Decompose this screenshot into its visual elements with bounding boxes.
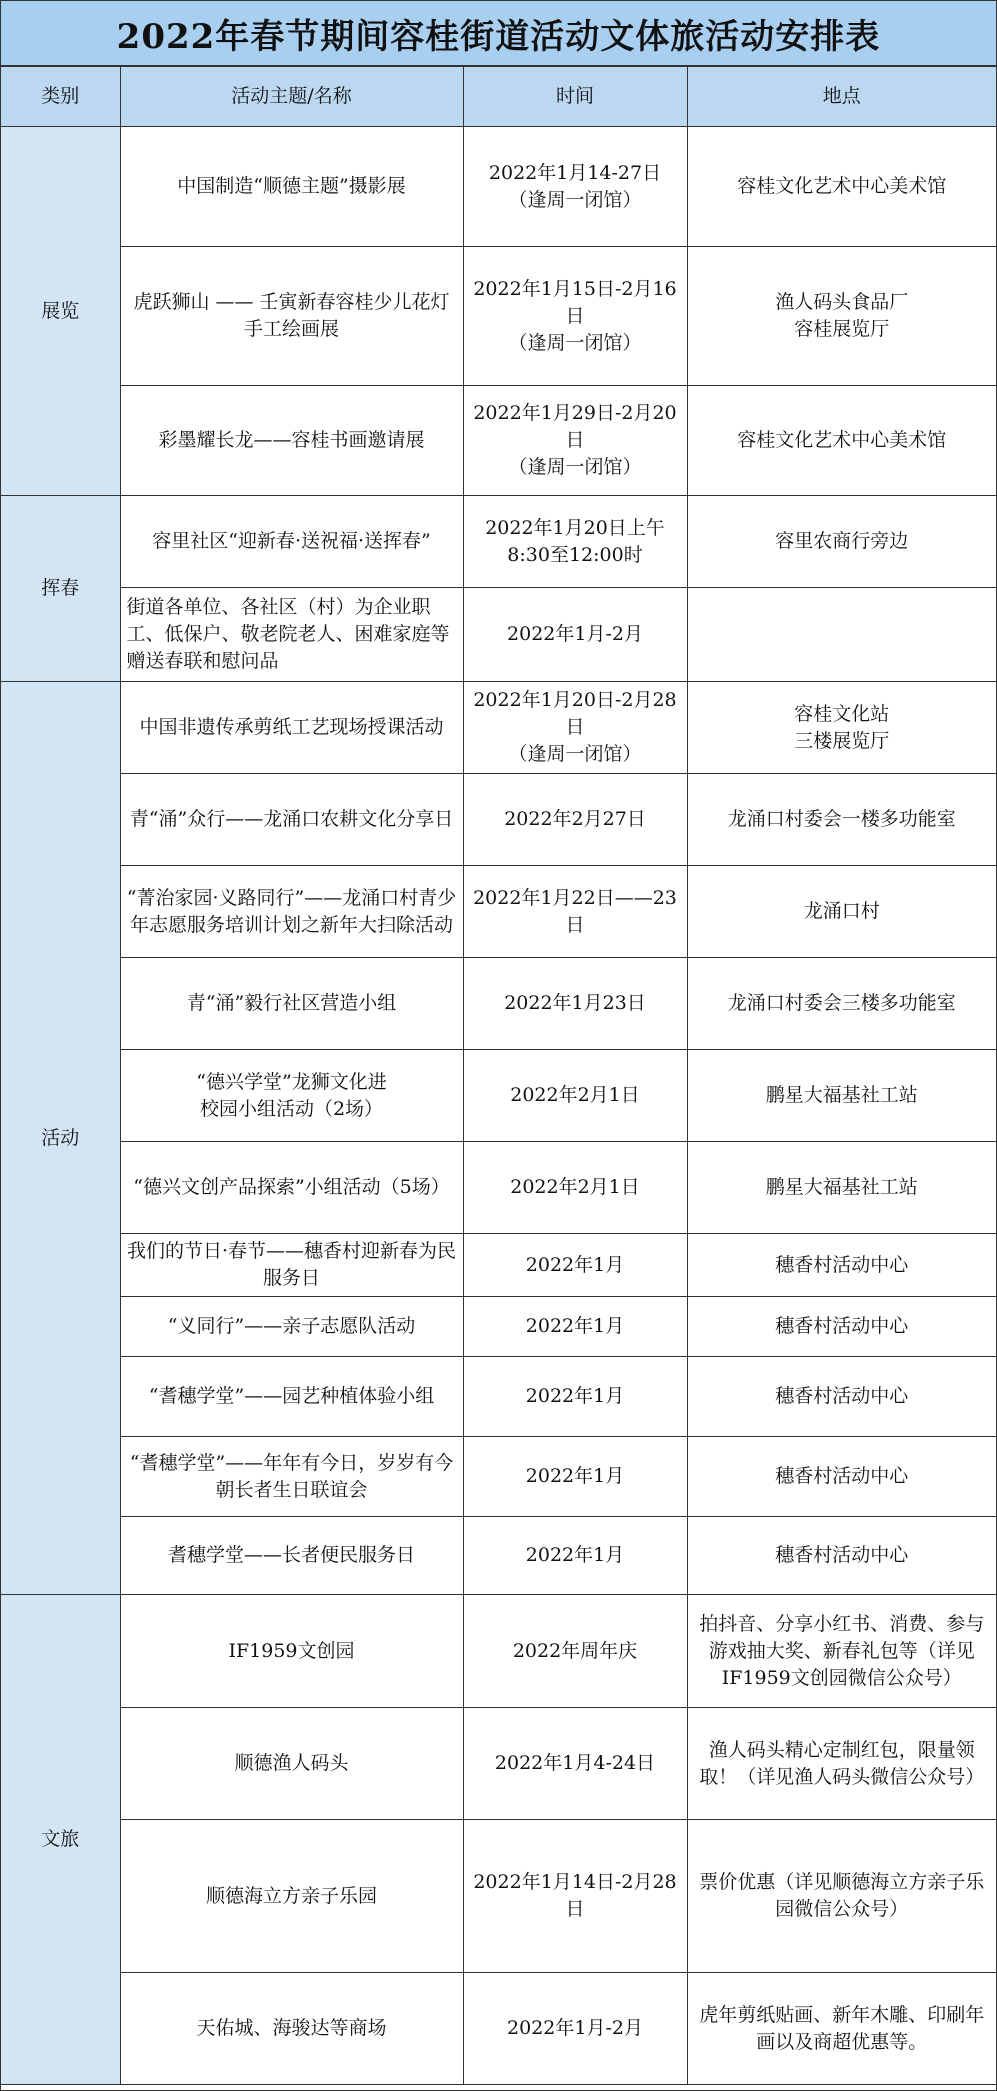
table-row [1,1357,996,1437]
category-exhibition: 展览 [1,127,120,496]
activity-location: 鹏星大福基社工站 [765,1084,918,1106]
activity-name: 青“涌”毅行社区营造小组 [186,992,397,1014]
activity-name: 中国非遗传承剪纸工艺现场授课活动 [139,716,444,738]
table-header [1,67,996,127]
header-time: 时间 [463,67,687,127]
activity-location: 龙涌口村 [803,900,880,922]
activity-location: 龙涌口村委会三楼多功能室 [727,992,956,1014]
activity-time: 2022年周年庆 [512,1639,638,1662]
table-row [1,1050,996,1142]
activity-time: 2022年2月27日 [504,808,646,830]
table-row [1,1973,996,2085]
activity-time: 2022年1月14日-2月28日 [473,1871,677,1920]
activity-time: 2022年2月1日 [510,1176,640,1198]
activity-time: 2022年1月15日-2月16日 （逢周一闭馆） [473,277,677,354]
activity-name: IF1959文创园 [228,1639,355,1662]
activity-offer: 渔人码头精心定制红包，限量领取！（详见渔人码头微信公众号） [699,1738,985,1788]
table-row [1,866,996,958]
activity-time: 2022年1月 [525,1253,625,1276]
table-row [1,127,996,247]
table-row [1,1708,996,1820]
table-row [1,774,996,866]
header-category: 类别 [1,67,120,127]
table-row [1,1437,996,1517]
activity-location: 龙涌口村委会一楼多功能室 [727,808,956,830]
activity-time: 2022年1月 [525,1315,625,1337]
table-row [1,1595,996,1708]
activity-name: “德兴学堂”龙狮文化进 校园小组活动（2场） [196,1070,387,1120]
activity-name: “耆穗学堂”——园艺种植体验小组 [148,1385,435,1407]
header-location: 地点 [687,67,996,127]
page-title: 2022年春节期间容桂街道活动文体旅活动安排表 [1,1,996,66]
table-row [1,1297,996,1357]
activity-name: 耆穗学堂——长者便民服务日 [167,1544,415,1566]
activity-location: 穗香村活动中心 [775,1465,909,1487]
activity-name: 我们的节日·春节——穗香村迎新春为民服务日 [126,1240,457,1289]
activity-time: 2022年1月23日 [504,992,646,1014]
activity-name: “德兴文创产品探索”小组活动（5场） [133,1176,450,1198]
activity-time: 2022年2月1日 [510,1084,640,1106]
activity-name: 彩墨耀长龙——容桂书画邀请展 [158,429,425,451]
header-activity-name: 活动主题/名称 [120,67,463,127]
activity-name: “义同行”——亲子志愿队活动 [167,1315,416,1337]
activity-name: 虎跃狮山 —— 壬寅新春容桂少儿花灯手工绘画展 [133,291,450,340]
activity-name: 顺德海立方亲子乐园 [205,1884,377,1907]
activity-time: 2022年1月 [525,1544,625,1566]
activity-time: 2022年1月 [525,1465,625,1487]
activity-location: 穗香村活动中心 [775,1253,909,1276]
schedule-table [1,66,996,2085]
activity-name: 顺德渔人码头 [234,1752,349,1774]
table-row [1,682,996,774]
table-row [1,1517,996,1595]
activity-name: “耆穗学堂”——年年有今日，岁岁有今朝长者生日联谊会 [129,1451,454,1501]
table-row [1,1820,996,1973]
category-activities: 活动 [1,682,120,1595]
table-row [1,496,996,588]
table-row [1,247,996,386]
category-calligraphy: 挥春 [1,496,120,682]
activity-name: 中国制造“顺德主题”摄影展 [177,175,406,197]
table-row [1,1234,996,1297]
activity-offer: 票价优惠（详见顺德海立方亲子乐园微信公众号） [699,1871,985,1920]
activity-time: 2022年1月14-27日 （逢周一闭馆） [488,161,662,211]
activity-time: 2022年1月4-24日 [494,1752,656,1774]
table-row [1,386,996,496]
activity-time: 2022年1月20日上午8:30至12:00时 [485,516,665,566]
table-row [1,1142,996,1234]
activity-name: 天佑城、海骏达等商场 [196,2017,387,2039]
activity-location: 容桂文化艺术中心美术馆 [737,429,947,451]
activity-location: 穗香村活动中心 [775,1544,909,1566]
activity-name: 街道各单位、各社区（村）为企业职工、低保户、敬老院老人、困难家庭等赠送春联和慰问品 [126,596,450,672]
activity-time: 2022年1月 [525,1385,625,1407]
activity-time: 2022年1月22日——23日 [473,886,677,936]
activity-offer: 拍抖音、分享小红书、消费、参与游戏抽大奖、新春礼包等（详见IF1959文创园微信公众号） [699,1612,985,1689]
activity-location: 容里农商行旁边 [775,530,909,552]
activity-name: 青“涌”众行——龙涌口农耕文化分享日 [129,808,454,830]
table-row [1,958,996,1050]
activity-location: 容桂文化站 三楼展览厅 [794,702,890,752]
activity-time: 2022年1月29日-2月20日 （逢周一闭馆） [473,402,677,478]
activity-location: 穗香村活动中心 [775,1385,909,1407]
activity-location: 容桂文化艺术中心美术馆 [737,175,947,197]
activity-location: 穗香村活动中心 [775,1315,909,1337]
table-row [1,588,996,682]
activity-name: “菁治家园·义路同行”——龙涌口村青少年志愿服务培训计划之新年大扫除活动 [126,886,457,936]
activity-time: 2022年1月-2月 [507,2017,643,2039]
activity-location: 鹏星大福基社工站 [765,1176,918,1198]
activity-time: 2022年1月-2月 [507,623,643,645]
activity-offer: 虎年剪纸贴画、新年木雕、印刷年画以及商超优惠等。 [699,2003,985,2053]
activity-name: 容里社区“迎新春·送祝福·送挥春” [152,530,431,552]
activity-time: 2022年1月20日-2月28日 （逢周一闭馆） [473,689,677,765]
activity-location: 渔人码头食品厂 容桂展览厅 [775,291,909,340]
category-culture-tourism: 文旅 [1,1595,120,2085]
